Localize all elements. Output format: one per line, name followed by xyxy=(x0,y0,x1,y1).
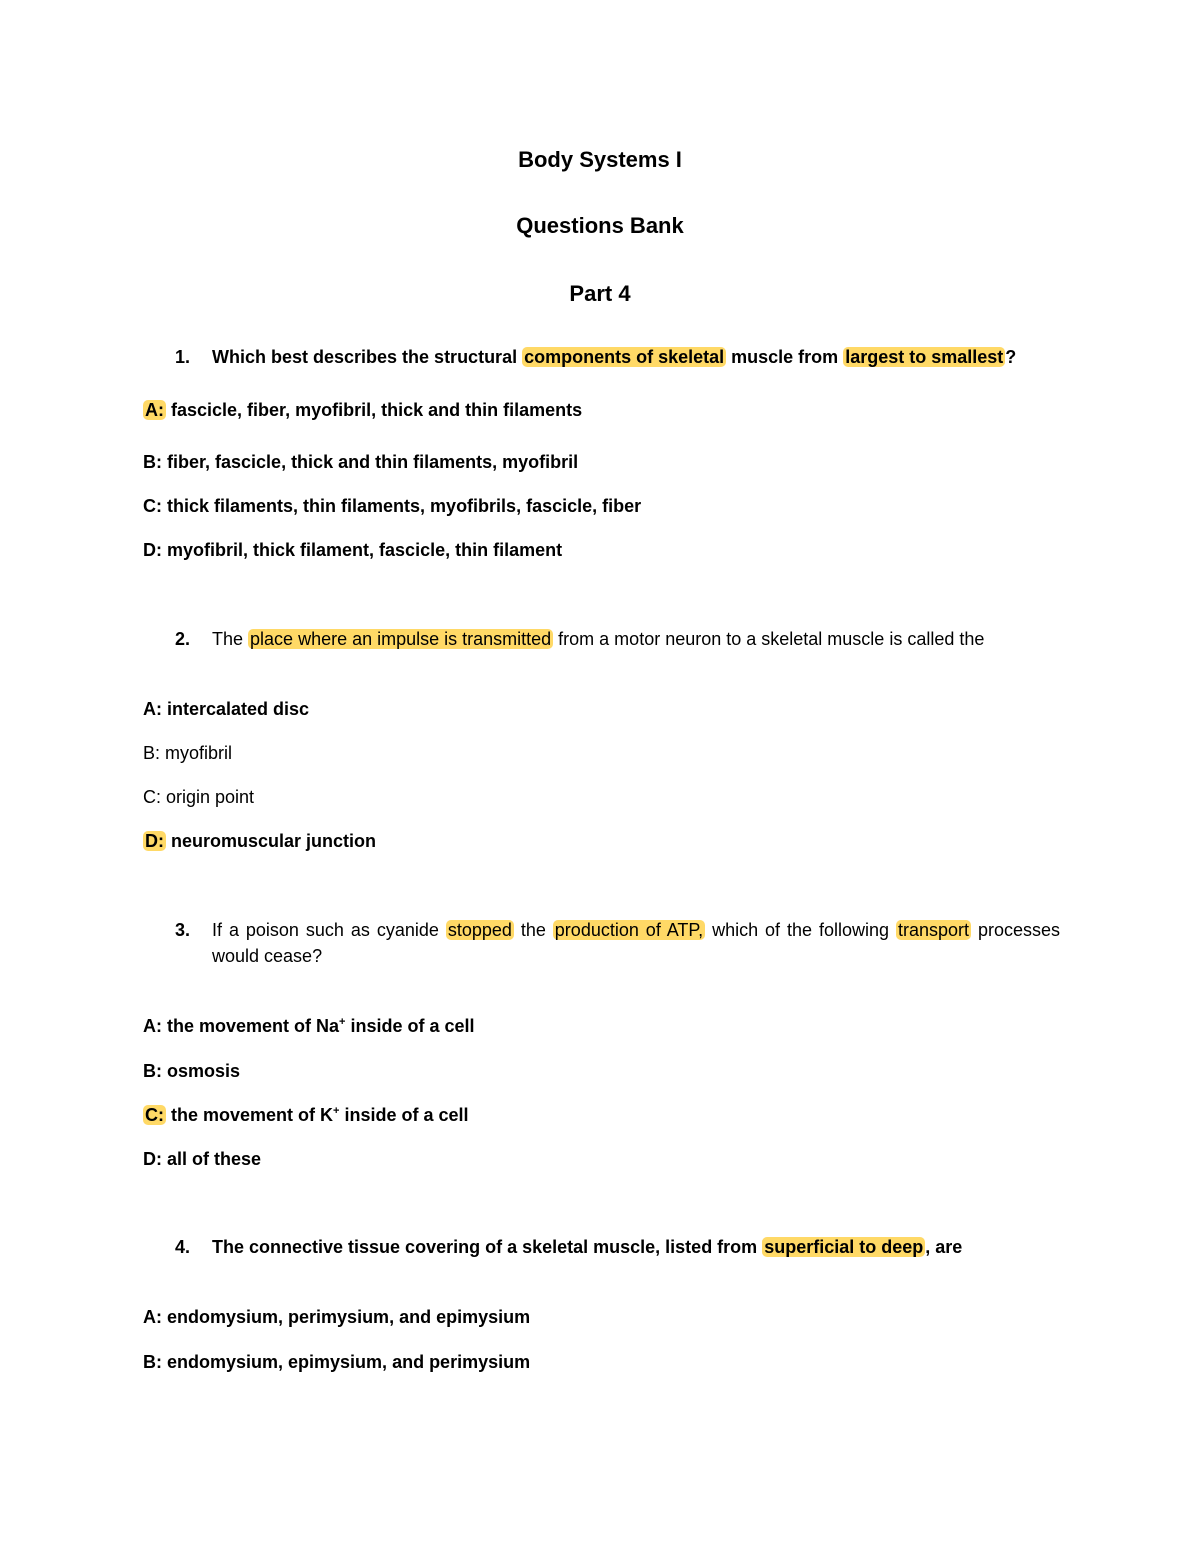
question-number: 2. xyxy=(175,629,191,649)
answer-letter: A: xyxy=(143,699,162,719)
highlighted-text: transport xyxy=(897,920,969,940)
answer-option xyxy=(143,1013,475,1039)
answer-letter: A: xyxy=(143,1307,162,1327)
question-text-part: If a poison such as cyanide xyxy=(212,920,446,940)
answer-letter: C: xyxy=(143,496,162,516)
answer-letter: C: xyxy=(143,787,161,807)
answer-option xyxy=(143,537,562,563)
answer-text: intercalated disc xyxy=(162,699,310,719)
superscript-charge: + xyxy=(333,1105,340,1117)
answer-option xyxy=(143,493,641,519)
answer-option xyxy=(143,1304,530,1330)
question-4 xyxy=(175,1234,1060,1260)
question-text-part: from a motor neuron to a skeletal muscle is called the xyxy=(553,629,985,649)
question-text-part: The xyxy=(212,629,249,649)
document-part: Part 4 xyxy=(569,281,631,306)
answer-letter-highlighted: A: xyxy=(145,400,164,420)
answer-letter: B: xyxy=(143,1352,162,1372)
answer-letter: B: xyxy=(143,743,161,763)
question-text-part: ? xyxy=(1005,347,1017,367)
highlighted-text: largest to smallest xyxy=(845,347,1004,367)
question-text-part: Which best describes the structural xyxy=(212,347,523,367)
answer-letter: B: xyxy=(143,452,162,472)
answer-text: endomysium, epimysium, and perimysium xyxy=(162,1352,531,1372)
answer-option xyxy=(143,1146,261,1172)
answer-text: fascicle, fiber, myofibril, thick and thin filaments xyxy=(166,400,583,420)
answer-letter: B: xyxy=(143,1061,162,1081)
answer-letter: A: xyxy=(143,1016,162,1036)
question-text-part: which of the following xyxy=(705,920,896,940)
question-text-part: the xyxy=(513,920,553,940)
answer-text: inside of a cell xyxy=(345,1016,475,1036)
document-title: Body Systems I xyxy=(518,147,682,172)
highlighted-text: components of skeletal xyxy=(524,347,725,367)
answer-text: all of these xyxy=(162,1149,262,1169)
question-2 xyxy=(175,626,1060,652)
answer-text: inside of a cell xyxy=(339,1105,469,1125)
answer-text: endomysium, perimysium, and epimysium xyxy=(162,1307,531,1327)
answer-text: osmosis xyxy=(162,1061,241,1081)
answer-option xyxy=(143,1349,530,1375)
answer-letter: D: xyxy=(143,540,162,560)
answer-text: origin point xyxy=(161,787,255,807)
answer-text: neuromuscular junction xyxy=(166,831,377,851)
question-number: 1. xyxy=(175,347,191,367)
answer-option xyxy=(143,828,376,854)
highlighted-text: superficial to deep xyxy=(764,1237,924,1257)
answer-option xyxy=(143,449,578,475)
question-number: 3. xyxy=(175,920,191,940)
question-3 xyxy=(175,917,1060,969)
answer-text: myofibril, thick filament, fascicle, thin filament xyxy=(162,540,563,560)
answer-text: thick filaments, thin filaments, myofibrils, fascicle, fiber xyxy=(162,496,642,516)
answer-text: the movement of Na xyxy=(162,1016,340,1036)
question-text xyxy=(212,1234,1060,1260)
highlighted-text: production of ATP, xyxy=(554,920,704,940)
question-text-part: , are xyxy=(925,1237,963,1257)
answer-letter: D: xyxy=(143,1149,162,1169)
question-text-part: processes would cease? xyxy=(212,920,1060,966)
answer-option xyxy=(143,1058,240,1084)
answer-option xyxy=(143,696,309,722)
question-text-part: muscle from xyxy=(726,347,844,367)
answer-text: the movement of K xyxy=(166,1105,334,1125)
answer-option xyxy=(143,784,254,810)
answer-option xyxy=(143,740,232,766)
superscript-charge: + xyxy=(339,1016,346,1028)
question-number: 4. xyxy=(175,1237,191,1257)
question-text xyxy=(212,626,1060,652)
answer-option xyxy=(143,397,582,423)
question-1 xyxy=(175,344,1060,370)
answer-text: fiber, fascicle, thick and thin filaments, myofibril xyxy=(162,452,579,472)
answer-text: myofibril xyxy=(160,743,233,763)
document-subtitle: Questions Bank xyxy=(516,213,684,238)
question-text xyxy=(212,344,1060,370)
highlighted-text: place where an impulse is transmitted xyxy=(250,629,552,649)
highlighted-text: stopped xyxy=(447,920,512,940)
answer-letter-highlighted: D: xyxy=(145,831,164,851)
answer-letter-highlighted: C: xyxy=(145,1105,164,1125)
question-text xyxy=(212,917,1060,969)
answer-option xyxy=(143,1102,469,1128)
question-text-part: The connective tissue covering of a skeletal muscle, listed from xyxy=(212,1237,763,1257)
